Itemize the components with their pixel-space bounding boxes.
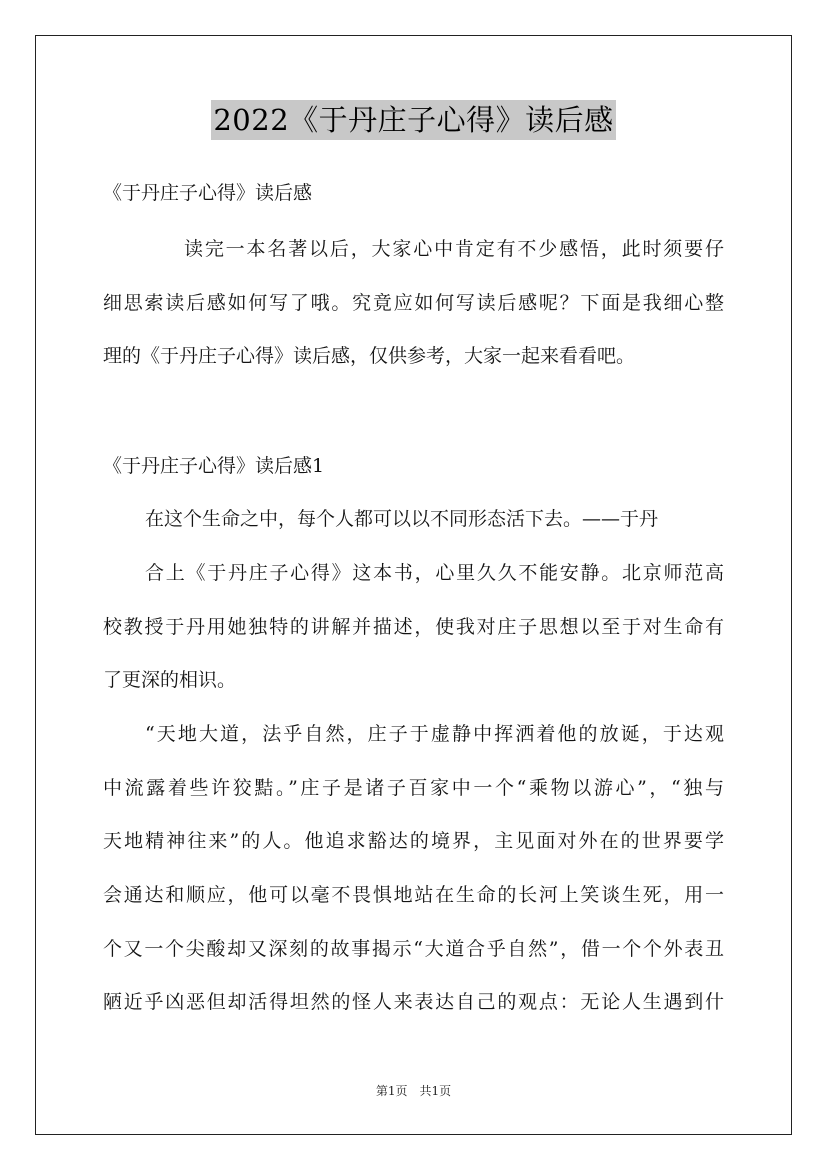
paragraph1-line-3: 了更深的相识。 — [103, 669, 237, 691]
title-container — [0, 100, 827, 140]
page-footer: 第1页 共1页 — [375, 1084, 452, 1098]
intro-line-2: 细思索读后感如何写了哦。究竟应如何写读后感呢？下面是我细心整 — [103, 292, 724, 314]
paragraph1-line-2: 校教授于丹用她独特的讲解并描述，使我对庄子思想以至于对生命有 — [103, 616, 724, 638]
intro-line-3: 理的《于丹庄子心得》读后感，仅供参考，大家一起来看看吧。 — [103, 345, 636, 367]
document-subtitle: 《于丹庄子心得》读后感 — [103, 182, 313, 204]
paragraph2-line-2: 中流露着些许狡黠。”庄子是诸子百家中一个“乘物以游心”，“独与 — [103, 777, 724, 799]
section-heading: 《于丹庄子心得》读后感1 — [103, 455, 325, 477]
paragraph2-line-6: 陋近乎凶恶但却活得坦然的怪人来表达自己的观点：无论人生遇到什 — [103, 991, 724, 1013]
intro-line-1: 读完一本名著以后，大家心中肯定有不少感悟，此时须要仔 — [184, 238, 724, 260]
quote-line: 在这个生命之中，每个人都可以以不同形态活下去。——于丹 — [145, 508, 659, 530]
paragraph2-line-3: 天地精神往来”的人。他追求豁达的境界，主见面对外在的世界要学 — [103, 830, 724, 852]
paragraph2-line-4: 会通达和顺应，他可以毫不畏惧地站在生命的长河上笑谈生死，用一 — [103, 884, 724, 906]
paragraph1-line-1: 合上《于丹庄子心得》这本书，心里久久不能安静。北京师范高 — [145, 562, 724, 584]
document-title: 2022《于丹庄子心得》读后感 — [211, 100, 615, 140]
paragraph2-line-1: “天地大道，法乎自然，庄子于虚静中挥洒着他的放诞，于达观 — [145, 723, 724, 745]
paragraph2-line-5: 个又一个尖酸却又深刻的故事揭示“大道合乎自然”，借一个个外表丑 — [103, 938, 724, 960]
